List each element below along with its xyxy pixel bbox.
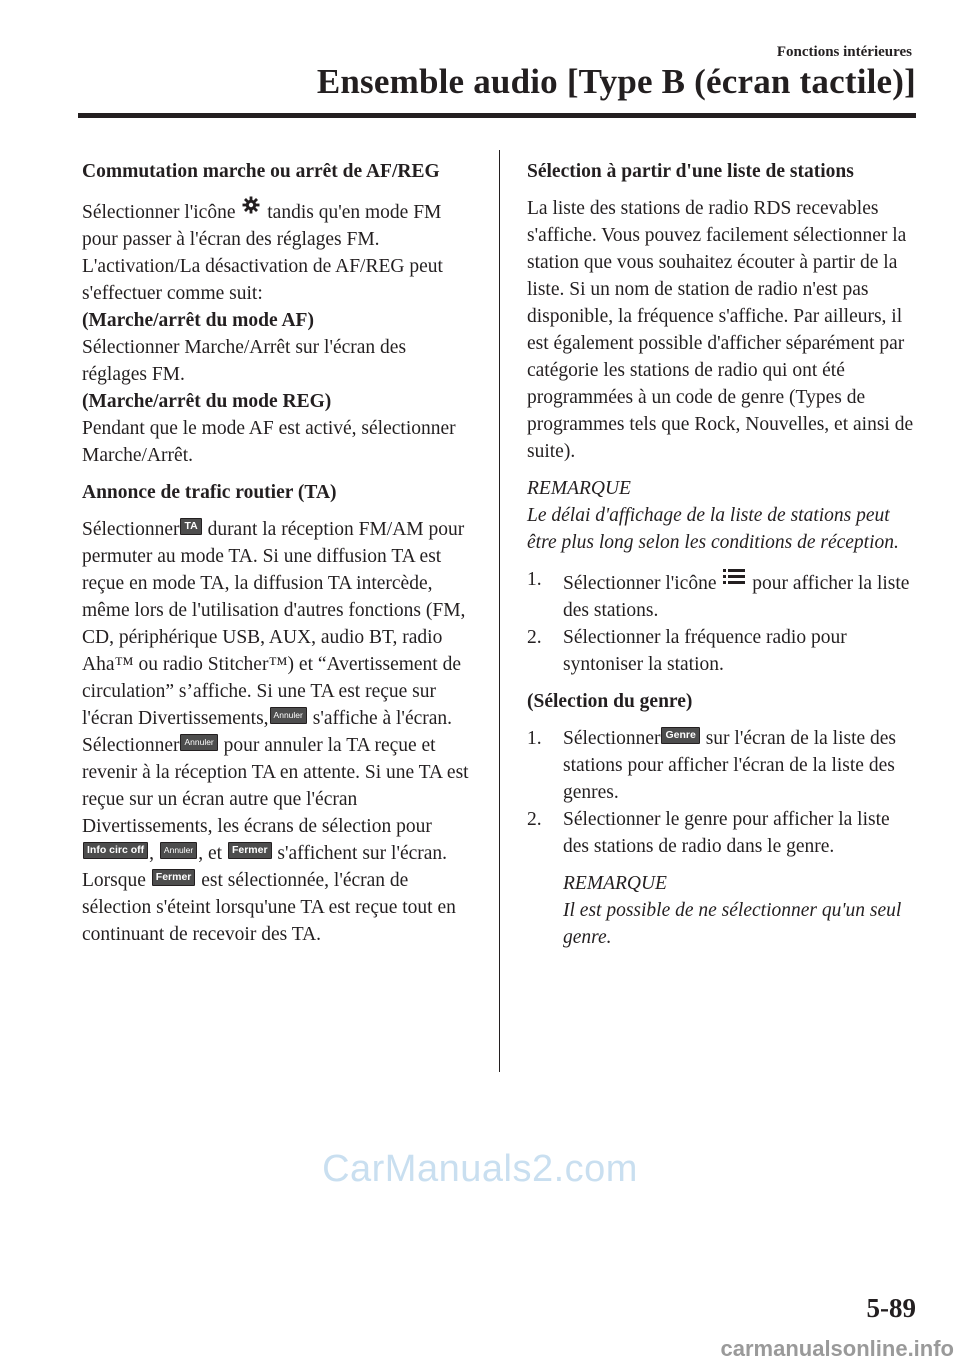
text-run: et [207,843,223,864]
info-circ-off-button: Info circ off [83,842,148,859]
genre-heading: (Sélection du genre) [527,691,693,712]
text-run: Sélectionner la fréquence radio pour syntoniser la station. [563,627,847,675]
ta-paragraph-1 [82,516,474,732]
reg-mode-subheading: (Marche/arrêt du mode REG) [82,391,332,412]
ta-heading: Annonce de trafic routier (TA) [82,482,337,503]
station-list-paragraph: La liste des stations de radio RDS recevables s'affiche. Vous pouvez facilement sélectionner la station que vous souhaitez écouter à partir de la liste. Si un nom de station de radio n'est pas disponible, la fréquence s'affiche. Par ailleurs, il est également possible d'afficher séparément par catégorie les stations de radio qui ont été programmées à un code de genre (Types de programmes tels que Rock, Nouvelles, et ainsi de suite). [527,198,914,462]
reg-mode-text: Pendant que le mode AF est activé, sélectionner Marche/Arrêt. [82,418,456,466]
header-section-label: Fonctions intérieures [776,44,912,60]
text-run: pour annuler la TA reçue et revenir à la réception TA en attente. Si une TA est reçue sur un écran autre que l'écran Divertissements, les écrans de sélection pour [82,735,469,837]
text-run: pour afficher la liste des stations. [563,573,910,621]
fermer-button: Fermer [152,869,196,886]
fermer-button: Fermer [228,842,272,859]
text-run: L'activation/La désactivation de AF/REG peut s'effectuer comme suit: [82,256,443,304]
text-run: tandis qu'en mode FM pour passer à l'écran des réglages FM. [82,202,442,250]
gear-icon [242,195,260,222]
page-title: Ensemble audio [Type B (écran tactile)] [316,62,916,101]
text-run: Sélectionner [563,728,661,749]
text-run: est sélectionnée, l'écran de sélection s'éteint lorsqu'une TA est reçue tout en continuant de recevoir des TA. [82,870,456,945]
text-run: Si une diffusion TA est reçue en mode TA, la diffusion TA intercède, même lors de l'utilisation d'autres fonctions (FM, CD, périphérique USB, AUX, audio BT, radio Aha™ ou radio Stitcher™) et “Avertissement de circulation” s’affiche. [82,546,466,702]
text-run: Sélectionner [82,519,180,540]
step-number: 1. [527,569,542,590]
note-text: Il est possible de ne sélectionner qu'un seul genre. [563,900,902,948]
column-divider [499,150,500,1072]
genre-button: Genre [661,727,699,744]
text-run: s'affichent sur l'écran. Lorsque [82,843,448,891]
text-run: Sélectionner le genre pour afficher la liste des stations de radio dans le genre. [563,809,890,857]
ta-button: TA [180,518,201,535]
left-column [82,158,474,948]
step-item [527,624,919,678]
text-run: Sélectionner l'icône [563,573,717,594]
station-list-heading: Sélection à partir d'une liste de stations [527,161,854,182]
text-run: Sélectionner l'icône [82,202,236,223]
genre-steps [527,725,919,860]
page-number: 5-89 [866,1293,916,1323]
text-run: durant la réception FM/AM pour permuter au mode TA. [82,519,465,567]
annuler-button: Annuler [270,707,307,724]
annuler-button: Annuler [160,842,197,859]
step-number: 2. [527,809,542,830]
text-run: s'affiche à l'écran. [312,708,453,729]
step-item [527,566,919,624]
text-run: , [149,843,155,864]
text-run: sur l'écran de la liste des stations pour afficher l'écran de la liste des genres. [563,728,897,803]
step-number: 2. [527,627,542,648]
note-label: REMARQUE [527,478,631,499]
text-run: Si une TA est reçue sur l'écran Divertissements, [82,681,437,729]
step-number: 1. [527,728,542,749]
text-run: Sélectionner [82,735,180,756]
footer-url: carmanualsonline.info [720,1336,954,1361]
header-rule [78,113,916,118]
af-reg-heading: Commutation marche ou arrêt de AF/REG [82,161,440,182]
af-reg-paragraph [82,195,474,307]
note-text: Le délai d'affichage de la liste de stations peut être plus long selon les conditions de réception. [527,505,899,553]
step-item [527,806,919,860]
right-column [527,158,919,951]
station-steps [527,566,919,678]
note-label: REMARQUE [563,873,667,894]
annuler-button: Annuler [180,734,217,751]
ta-paragraph-2 [82,732,474,948]
step-item [527,725,919,806]
af-mode-text: Sélectionner Marche/Arrêt sur l'écran des réglages FM. [82,337,407,385]
list-icon [723,566,745,593]
af-mode-subheading: (Marche/arrêt du mode AF) [82,310,314,331]
watermark: CarManuals2.com [322,1148,638,1190]
text-run: , [198,843,204,864]
